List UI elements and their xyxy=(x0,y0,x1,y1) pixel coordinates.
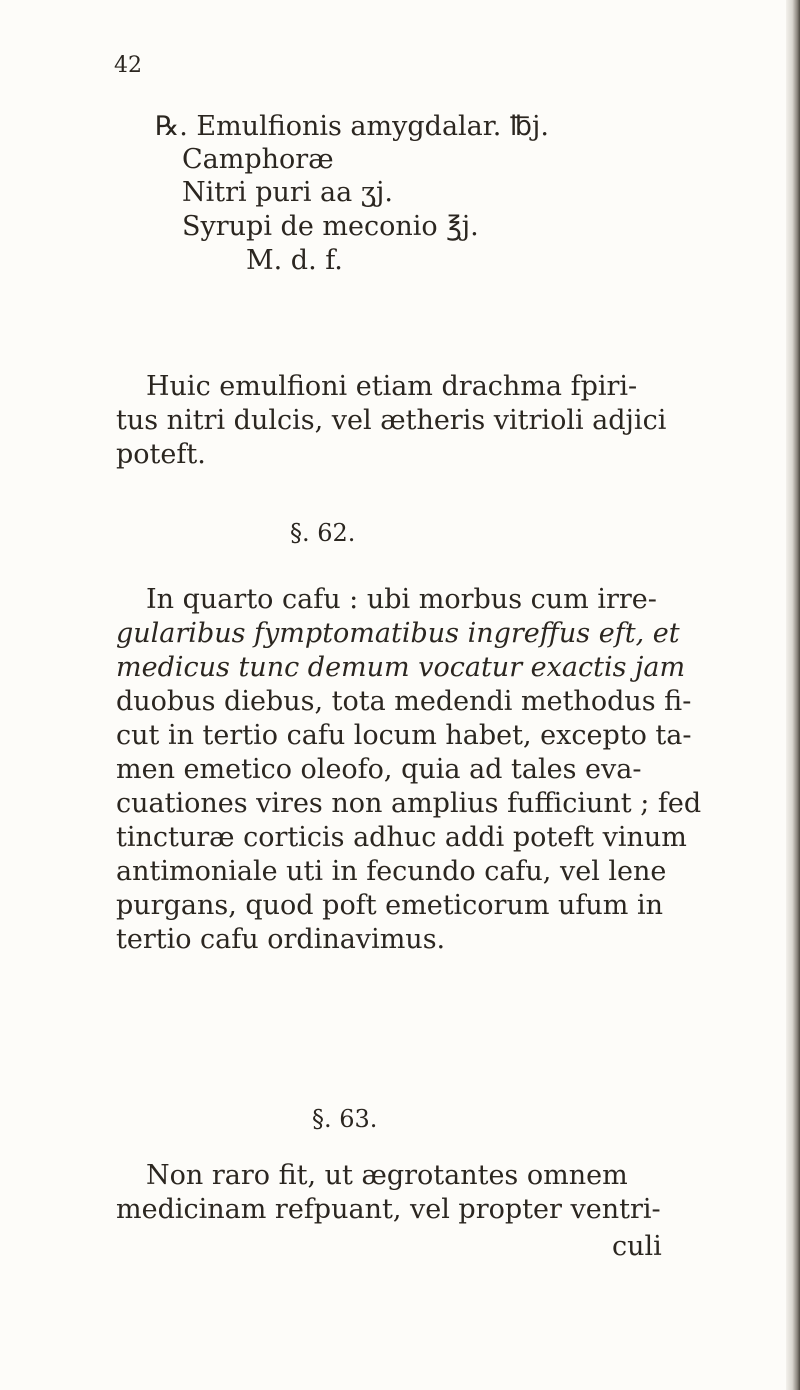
paragraph-line: cut in tertio cafu locum habet, excepto ta- xyxy=(116,720,692,751)
section-heading-63: §. 63. xyxy=(312,1105,378,1133)
recipe-line-4: Syrupi de meconio ℥j. xyxy=(182,211,479,242)
paragraph-section-62 xyxy=(116,583,796,957)
paragraph-line: In quarto cafu : ubi morbus cum irre- xyxy=(146,584,657,615)
paragraph-line: purgans, quod poft emeticorum ufum in xyxy=(116,890,664,921)
paragraph-line: Non raro fit, ut ægrotantes omnem xyxy=(146,1160,628,1191)
paragraph-line: tincturæ corticis adhuc addi poteft vinum xyxy=(116,822,687,853)
recipe-line-3: Nitri puri aa ʒj. xyxy=(182,177,394,208)
paragraph-section-63 xyxy=(116,1159,796,1227)
page-edge-shadow xyxy=(786,0,800,1390)
catchword: culi xyxy=(612,1231,662,1262)
paragraph-line: antimoniale uti in fecundo cafu, vel lene xyxy=(116,856,667,887)
paragraph-line: Huic emulfioni etiam drachma fpiri- xyxy=(146,371,638,402)
page-number: 42 xyxy=(114,53,142,78)
paragraph-line: tertio cafu ordinavimus. xyxy=(116,924,446,955)
paragraph-1 xyxy=(116,370,796,472)
paragraph-line: duobus diebus, tota medendi methodus fi- xyxy=(116,686,692,717)
paragraph-line: poteft. xyxy=(116,439,206,470)
paragraph-line: medicus tunc demum vocatur exactis jam xyxy=(116,652,686,683)
paragraph-line: cuationes vires non amplius fufficiunt ; fed xyxy=(116,788,702,819)
recipe-line-2: Camphoræ xyxy=(182,144,334,175)
recipe-line-1: ℞. Emulfionis amygdalar. ℔j. xyxy=(155,111,549,142)
paragraph-line: tus nitri dulcis, vel ætheris vitrioli adjici xyxy=(116,405,667,436)
recipe-line-5: M. d. f. xyxy=(246,245,343,276)
paragraph-line: gularibus fymptomatibus ingreffus eft, et xyxy=(116,618,680,649)
paragraph-line: men emetico oleofo, quia ad tales eva- xyxy=(116,754,642,785)
paragraph-line: medicinam refpuant, vel propter ventri- xyxy=(116,1194,661,1225)
section-heading-62: §. 62. xyxy=(290,519,356,547)
